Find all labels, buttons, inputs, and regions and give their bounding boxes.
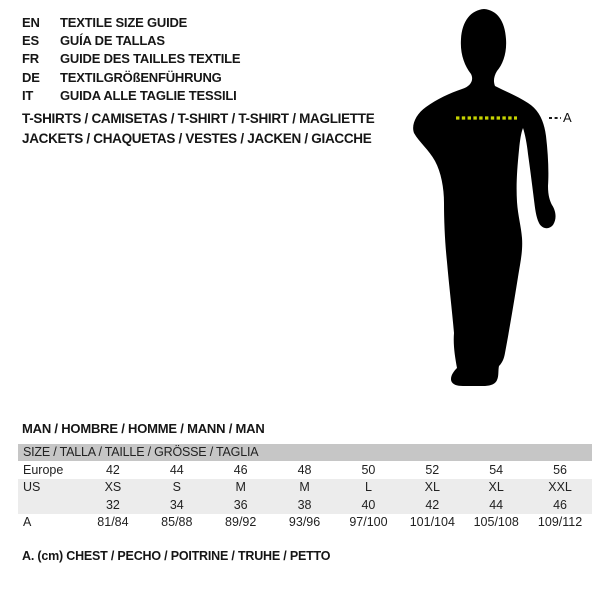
- table-row-numeric: [18, 496, 592, 514]
- size-cell: XXL: [548, 480, 572, 495]
- size-cell: XS: [104, 480, 122, 495]
- size-cell: 32: [105, 497, 120, 512]
- language-code: ES: [22, 33, 39, 49]
- language-row: [22, 87, 240, 105]
- size-cell: 48: [297, 462, 312, 477]
- size-cell: 89/92: [225, 515, 257, 530]
- language-title: TEXTILE SIZE GUIDE: [60, 14, 188, 30]
- man-silhouette-shape: [413, 9, 555, 386]
- size-cell: 40: [361, 497, 376, 512]
- size-cell: 97/100: [349, 515, 388, 530]
- size-cell: 46: [553, 497, 568, 512]
- row-label: Europe: [23, 462, 64, 477]
- table-row-europe: [18, 461, 592, 479]
- language-code: DE: [22, 69, 40, 85]
- size-cell: 38: [297, 497, 312, 512]
- measure-label-a: A: [563, 110, 572, 125]
- size-cell: 42: [105, 462, 120, 477]
- language-code: FR: [22, 51, 39, 67]
- size-table-header: SIZE / TALLA / TAILLE / GRÖSSE / TAGLIA: [18, 444, 592, 461]
- table-row-us: [18, 479, 592, 497]
- language-title: TEXTILGRÖßENFÜHRUNG: [60, 69, 222, 85]
- size-table: [18, 444, 592, 531]
- row-label: A: [23, 515, 32, 530]
- size-cell: 105/108: [473, 515, 519, 530]
- size-cell: XL: [424, 480, 440, 495]
- size-cell: 50: [361, 462, 376, 477]
- size-cell: 109/112: [537, 515, 583, 530]
- section-title: MAN / HOMBRE / HOMME / MANN / MAN: [22, 421, 265, 436]
- language-title: GUÍA DE TALLAS: [60, 33, 165, 49]
- language-row: [22, 50, 240, 68]
- category-jackets: JACKETS / CHAQUETAS / VESTES / JACKEN / GIACCHE: [22, 131, 372, 146]
- table-row-chest-a: [18, 514, 592, 532]
- size-cell: M: [235, 480, 246, 495]
- category-tshirts: T-SHIRTS / CAMISETAS / T-SHIRT / T-SHIRT / MAGLIETTE: [22, 111, 375, 126]
- measurement-note: A. (cm) CHEST / PECHO / POITRINE / TRUHE / PETTO: [22, 549, 331, 563]
- size-cell: 81/84: [97, 515, 129, 530]
- size-cell: 42: [425, 497, 440, 512]
- size-cell: S: [172, 480, 181, 495]
- row-label: US: [23, 480, 41, 495]
- language-title: GUIDE DES TAILLES TEXTILE: [60, 51, 241, 67]
- language-row: [22, 68, 240, 86]
- size-cell: 56: [553, 462, 568, 477]
- size-cell: XL: [488, 480, 504, 495]
- size-cell: 36: [233, 497, 248, 512]
- size-cell: 93/96: [288, 515, 321, 530]
- language-row: [22, 13, 240, 31]
- size-cell: L: [364, 480, 372, 495]
- language-list: [22, 13, 240, 105]
- language-row: [22, 31, 240, 49]
- category-list: [22, 109, 374, 149]
- language-title: GUIDA ALLE TAGLIE TESSILI: [60, 88, 237, 104]
- size-cell: 44: [489, 497, 504, 512]
- size-cell: 46: [233, 462, 248, 477]
- language-code: IT: [22, 88, 34, 104]
- size-cell: 85/88: [161, 515, 193, 530]
- size-cell: 44: [169, 462, 184, 477]
- man-silhouette-icon: [400, 0, 600, 400]
- size-cell: 34: [169, 497, 184, 512]
- size-cell: 52: [425, 462, 440, 477]
- language-code: EN: [22, 14, 40, 30]
- size-cell: 101/104: [409, 515, 455, 530]
- size-cell: M: [299, 480, 310, 495]
- size-cell: 54: [489, 462, 504, 477]
